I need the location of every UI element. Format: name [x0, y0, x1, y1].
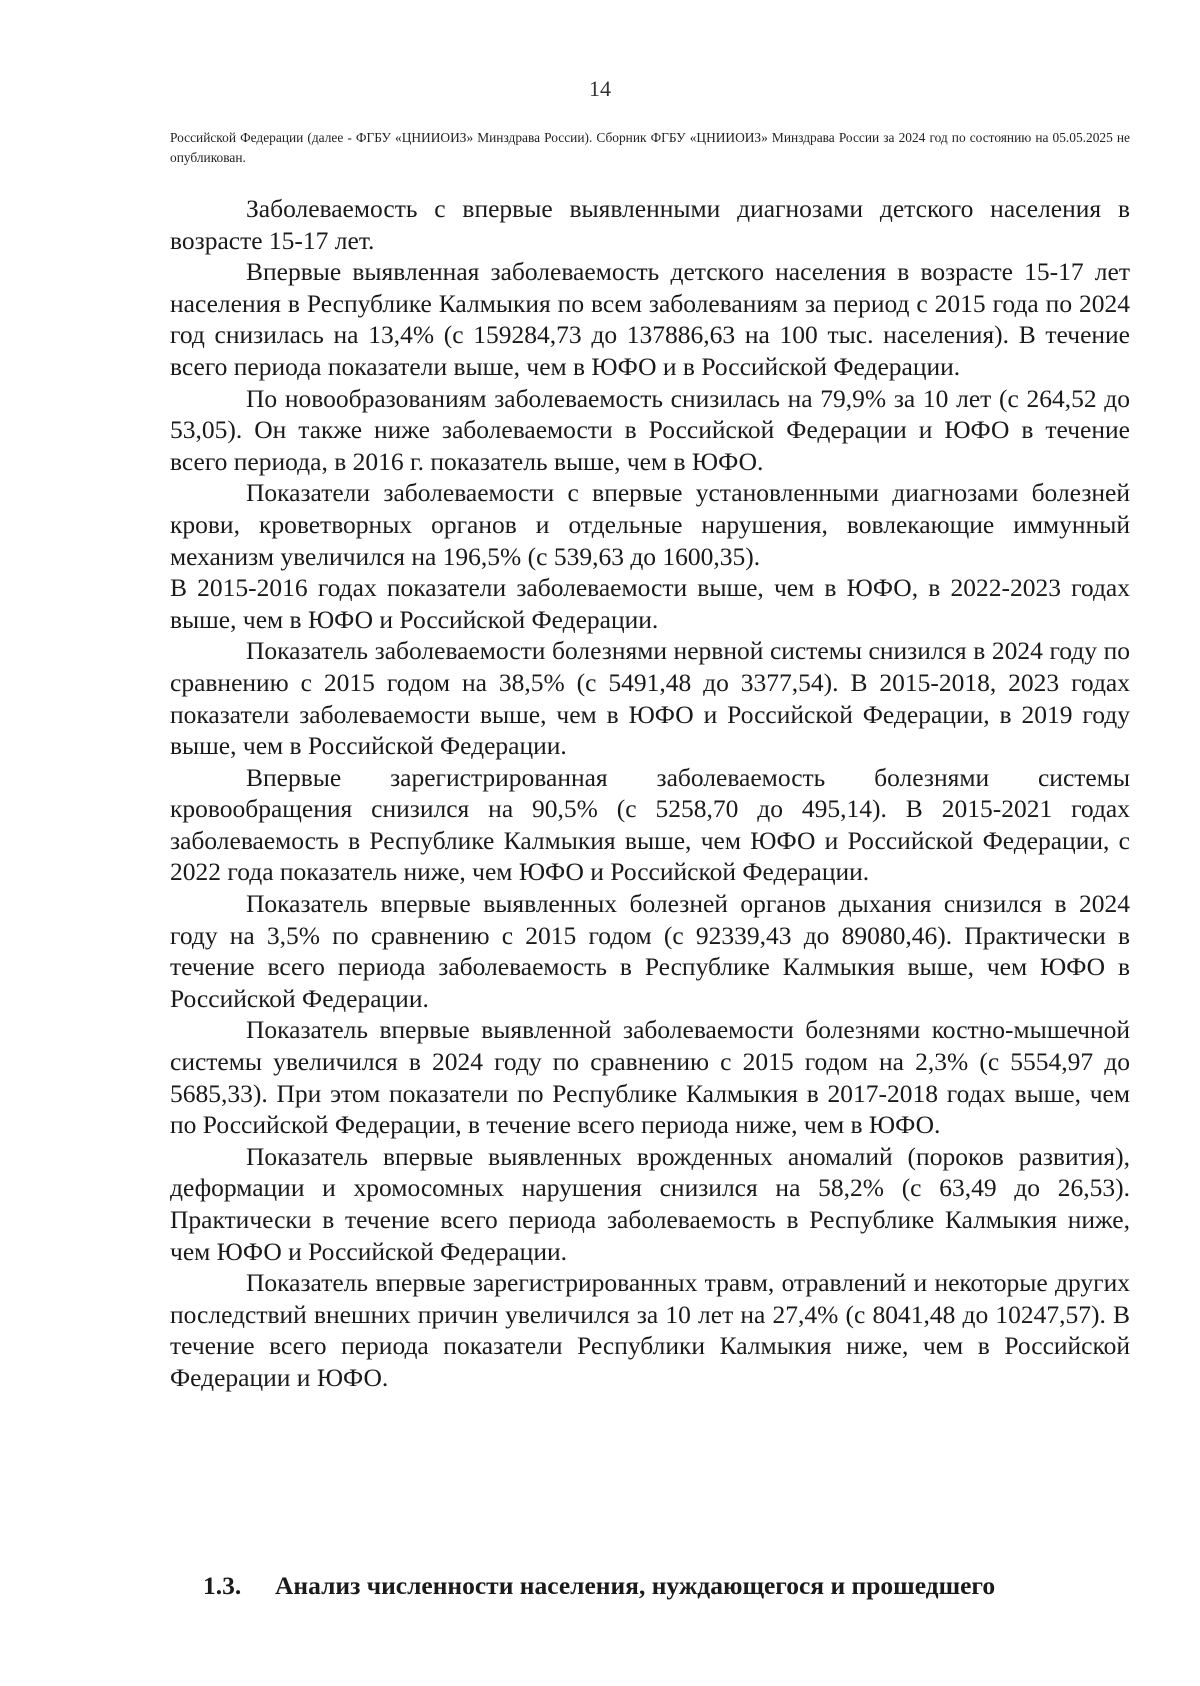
paragraph-musculoskeletal-system: Показатель впервые выявленной заболеваемости болезнями костно-мышечной системы увеличился в 2024 году по сравнению с 2015 годом на 2,3% (с 5554,97 до 5685,33). При этом показатели по Республике Калмыкия в 2017-2018 годах выше, чем по Российской Федерации, в течение всего периода ниже, чем в ЮФО.: [170, 1015, 1130, 1140]
page-number: 14: [589, 76, 611, 101]
section-number: 1.3.: [203, 1571, 242, 1600]
paragraph-congenital-anomalies: Показатель впервые выявленных врожденных аномалий (пороков развития), деформации и хромосомных нарушения снизился на 58,2% (с 63,49 до 26,53). Практически в течение всего периода заболеваемость в Республике Калмыкия ниже, чем ЮФО и Российской Федерации.: [170, 1141, 1130, 1266]
paragraph-all-diseases: Впервые выявленная заболеваемость детского населения в возрасте 15-17 лет населения в Республике Калмыкия по всем заболеваниям за период с 2015 года по 2024 год снизилась на 13,4% (с 159284,73 до 137886,63 на 100 тыс. населения). В течение всего периода показатели выше, чем в ЮФО и в Российской Федерации.: [170, 257, 1130, 381]
paragraph-respiratory-system: Показатель впервые выявленных болезней органов дыхания снизился в 2024 году на 3,5% по сравнению с 2015 годом (с 92339,43 до 89080,46). Практически в течение всего периода заболеваемость в Республике Калмыкия выше, чем ЮФО в Российской Федерации.: [170, 889, 1130, 1013]
document-body: [170, 193, 1130, 1394]
paragraph-neoplasms: По новообразованиям заболеваемость снизилась на 79,9% за 10 лет (с 264,52 до 53,05). Он также ниже заболеваемости в Российской Федерации и ЮФО в течение всего периода, в 2016 г. показатель выше, чем в ЮФО.: [170, 383, 1130, 476]
paragraph-nervous-system: Показатель заболеваемости болезнями нервной системы снизился в 2024 году по сравнению с 2015 годом на 38,5% (с 5491,48 до 3377,54). В 2015-2018, 2023 годах показатели заболеваемости выше, чем в ЮФО и Российской Федерации, в 2019 году выше, чем в Российской Федерации.: [170, 636, 1130, 761]
paragraph-injuries-poisoning: Показатель впервые зарегистрированных травм, отравлений и некоторые других последствий внешних причин увеличился за 10 лет на 27,4% (с 8041,48 до 10247,57). В течение всего периода показатели Республики Калмыкия ниже, чем в Российской Федерации и ЮФО.: [170, 1268, 1130, 1392]
footnote-text: Российской Федерации (далее - ФГБУ «ЦНИИОИЗ» Минздрава России). Сборник ФГБУ «ЦНИИОИЗ» Минздрава России за 2024 год по состоянию на 05.05.2025 не опубликован.: [170, 130, 1130, 165]
paragraph-blood-diseases-continued: В 2015-2016 годах показатели заболеваемости выше, чем в ЮФО, в 2022-2023 годах выше, чем в ЮФО и Российской Федерации.: [170, 573, 1130, 634]
section-heading: [203, 1571, 1130, 1601]
section-title: Анализ численности населения, нуждающегося и прошедшего: [275, 1571, 996, 1600]
paragraph-circulatory-system: Впервые зарегистрированная заболеваемость болезнями системы кровообращения снизился на 90,5% (с 5258,70 до 495,14). В 2015-2021 годах заболеваемость в Республике Калмыкия выше, чем ЮФО и Российской Федерации, с 2022 года показатель ниже, чем ЮФО и Российской Федерации.: [170, 762, 1130, 887]
paragraph-intro: Заболеваемость с впервые выявленными диагнозами детского населения в возрасте 15-17 лет.: [170, 194, 1130, 255]
paragraph-blood-diseases: Показатели заболеваемости с впервые установленными диагнозами болезней крови, кроветворных органов и отдельные нарушения, вовлекающие иммунный механизм увеличился на 196,5% (с 539,63 до 1600,35).: [170, 478, 1130, 571]
